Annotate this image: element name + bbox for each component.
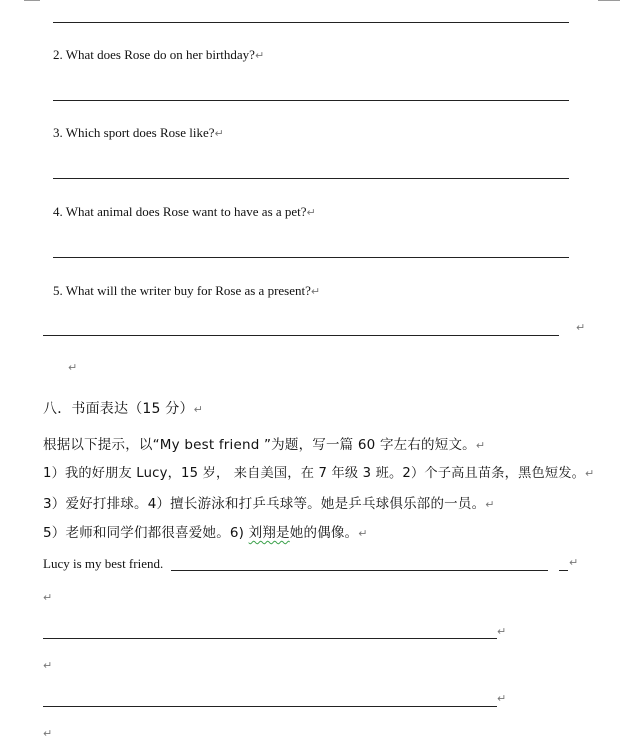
section-heading — [43, 398, 203, 418]
paragraph-mark: ↵ — [576, 321, 586, 334]
hint-text-tail: 她的偶像。 — [289, 525, 359, 541]
paragraph-mark: ↵ — [485, 498, 495, 511]
hint-line-2 — [43, 492, 495, 512]
question-4 — [53, 204, 316, 220]
paragraph-mark: ↵ — [306, 206, 316, 219]
paragraph-mark: ↵ — [310, 285, 321, 298]
instruction-text: 根据以下提示，以“My best friend ”为题，写一篇 60 字左右的短文。 — [43, 437, 476, 453]
writing-line-tail — [559, 570, 568, 571]
paragraph-mark: ↵ — [43, 659, 53, 672]
paragraph-mark: ↵ — [68, 361, 78, 374]
question-2 — [53, 47, 264, 63]
hint-text: 5）老师和同学们都很喜爱她。6) — [43, 525, 249, 541]
page-corner-mark-left — [24, 0, 40, 1]
section-heading-text: 八．书面表达（15 分） — [43, 401, 194, 417]
hint-line-3 — [43, 521, 368, 541]
paragraph-mark: ↵ — [497, 625, 507, 638]
hint-line-1 — [43, 462, 594, 481]
question-text: 2. What does Rose do on her birthday? — [53, 47, 255, 62]
page-corner-mark-right — [598, 0, 620, 1]
paragraph-mark: ↵ — [569, 556, 579, 569]
question-5 — [53, 283, 320, 299]
writing-line — [43, 638, 497, 639]
paragraph-mark: ↵ — [43, 727, 53, 740]
writing-line — [43, 706, 497, 707]
paragraph-mark: ↵ — [193, 403, 204, 416]
paragraph-mark: ↵ — [254, 49, 265, 62]
question-3 — [53, 125, 224, 141]
start-sentence: Lucy is my best friend. — [43, 556, 164, 571]
writing-start — [43, 556, 163, 572]
hint-text: 3）爱好打排球。4）擅长游泳和打乒乓球等。她是乒乓球俱乐部的一员。 — [43, 496, 486, 512]
spellcheck-flagged-text: 刘翔是 — [248, 525, 290, 541]
writing-line — [171, 570, 548, 571]
answer-line — [53, 257, 569, 258]
question-text: 3. Which sport does Rose like? — [53, 125, 215, 140]
question-text: 5. What will the writer buy for Rose as a present? — [53, 283, 311, 298]
hint-text: 1）我的好朋友 Lucy，15 岁， 来自美国，在 7 年级 3 班。2）个子高且苗条，黑色短发。 — [43, 466, 586, 481]
paragraph-mark: ↵ — [358, 527, 368, 540]
section-instruction — [43, 433, 485, 453]
answer-line — [53, 100, 569, 101]
paragraph-mark: ↵ — [585, 467, 595, 480]
answer-line — [53, 22, 569, 23]
answer-line — [53, 178, 569, 179]
answer-line — [43, 335, 559, 336]
paragraph-mark: ↵ — [497, 692, 507, 705]
question-text: 4. What animal does Rose want to have as a pet? — [53, 204, 307, 219]
paragraph-mark: ↵ — [475, 439, 486, 452]
paragraph-mark: ↵ — [43, 591, 53, 604]
paragraph-mark: ↵ — [214, 127, 224, 140]
